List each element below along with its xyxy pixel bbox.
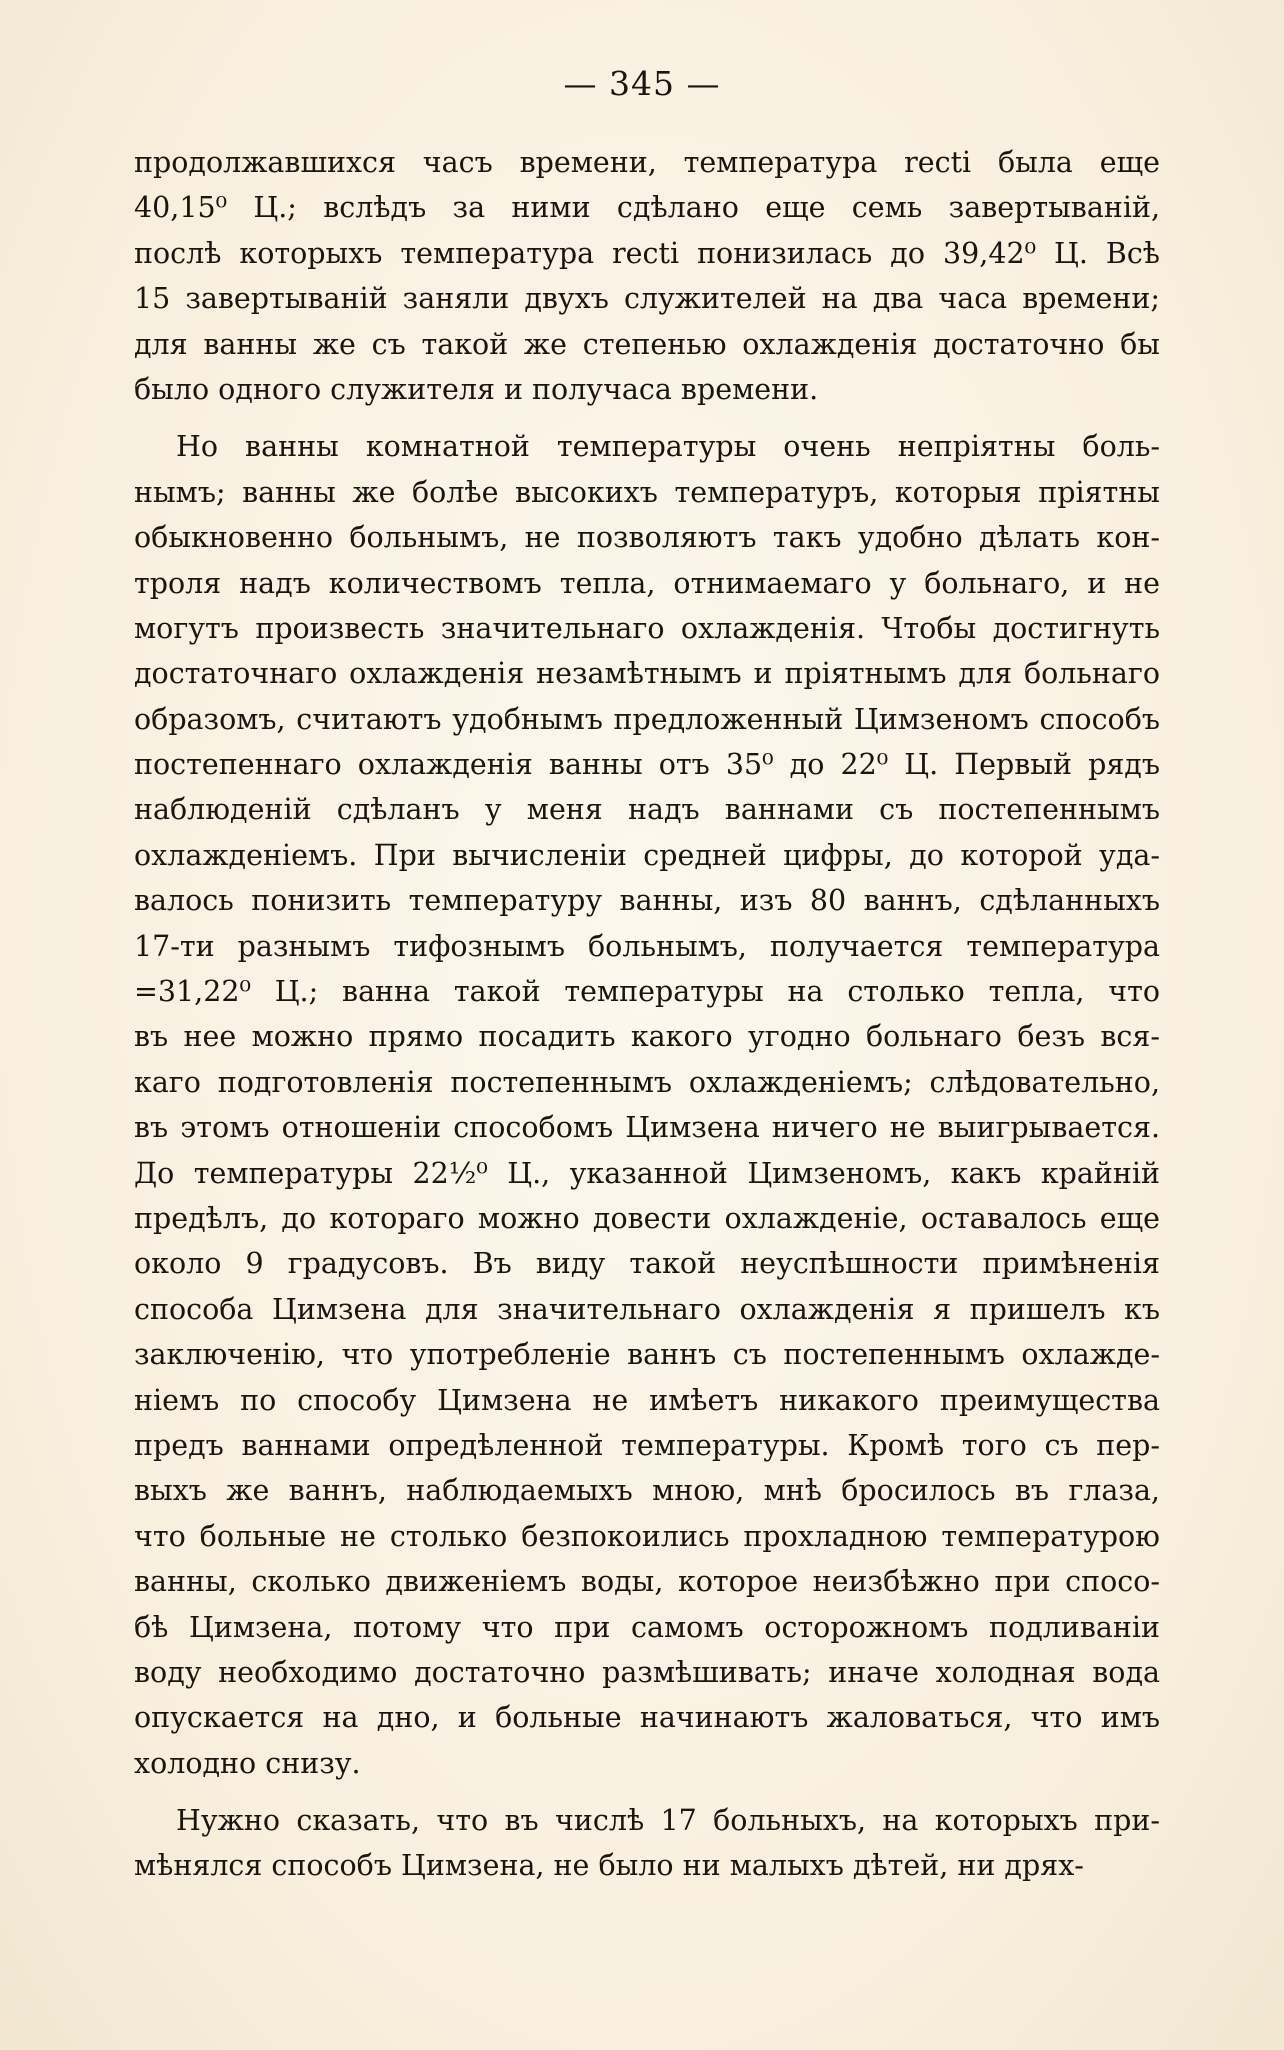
text-line: До температуры 22½⁰ Ц., указанной Цимзеномъ, какъ крайній <box>134 1156 1160 1190</box>
text-line: бѣ Цимзена, потому что при самомъ осторожномъ подливаніи <box>134 1610 1160 1644</box>
text-line: мѣнялся способъ Цимзена, не было ни малыхъ дѣтей, ни дрях- <box>134 1849 1084 1883</box>
paragraph-gap <box>134 1786 1160 1798</box>
page-number: — 345 — <box>563 64 721 103</box>
text-line: что больные не столько безпокоились прохладною температурою <box>134 1519 1160 1553</box>
text-line: ніемъ по способу Цимзена не имѣетъ никакого преимущества <box>134 1383 1160 1417</box>
paragraph-gap <box>134 412 1160 424</box>
text-line: могутъ произвесть значительнаго охлажденія. Чтобы достигнуть <box>134 611 1160 645</box>
text-line: воду необходимо достаточно размѣшивать; иначе холодная вода <box>134 1655 1160 1689</box>
text-line: ванны, сколько движеніемъ воды, которое неизбѣжно при спосо- <box>134 1565 1160 1599</box>
text-line: 40,15⁰ Ц.; вслѣдъ за ними сдѣлано еще семь завертываній, <box>134 191 1160 225</box>
body-text <box>134 140 1160 1889</box>
text-line: валось понизить температуру ванны, изъ 80 ваннъ, сдѣланныхъ <box>134 884 1160 918</box>
paragraph <box>134 424 1160 1786</box>
text-line: наблюденій сдѣланъ у меня надъ ваннами съ постепеннымъ <box>134 793 1160 827</box>
text-line: было одного служителя и получаса времени. <box>134 372 819 406</box>
text-line: въ нее можно прямо посадить какого угодно больнаго безъ вся- <box>134 1020 1160 1054</box>
text-line: 15 завертываній заняли двухъ служителей на два часа времени; <box>134 282 1160 316</box>
text-line: выхъ же ваннъ, наблюдаемыхъ мною, мнѣ бросилось въ глаза, <box>134 1474 1160 1508</box>
text-line: заключенію, что употребленіе ваннъ съ постепеннымъ охлажде- <box>134 1338 1160 1372</box>
text-line: предъ ваннами опредѣленной температуры. Кромѣ того съ пер- <box>134 1428 1160 1462</box>
text-line: охлажденіемъ. При вычисленіи средней цифры, до которой уда- <box>134 838 1160 872</box>
text-line: продолжавшихся часъ времени, температура recti была еще <box>134 146 1160 179</box>
text-line: около 9 градусовъ. Въ виду такой неуспѣшности примѣненія <box>134 1247 1160 1281</box>
text-line: достаточнаго охлажденія незамѣтнымъ и пріятнымъ для больнаго <box>134 657 1160 691</box>
paragraph <box>134 140 1160 412</box>
text-line: въ этомъ отношеніи способомъ Цимзена ничего не выигрывается. <box>134 1111 1160 1145</box>
text-line: способа Цимзена для значительнаго охлажденія я пришелъ къ <box>134 1292 1160 1326</box>
text-line: Нужно сказать, что въ числѣ 17 больныхъ, на которыхъ при- <box>176 1804 1160 1838</box>
paragraph <box>134 1798 1160 1889</box>
text-line: троля надъ количествомъ тепла, отнимаемаго у больнаго, и не <box>134 566 1160 600</box>
text-line: образомъ, считаютъ удобнымъ предложенный Цимзеномъ способъ <box>134 702 1160 736</box>
text-line: для ванны же съ такой же степенью охлажденія достаточно бы <box>134 327 1160 361</box>
text-line: опускается на дно, и больные начинаютъ жаловаться, что имъ <box>134 1701 1160 1735</box>
text-line: 17-ти разнымъ тифознымъ больнымъ, получается температура <box>134 929 1160 963</box>
text-line: обыкновенно больнымъ, не позволяютъ такъ удобно дѣлать кон- <box>134 521 1160 555</box>
text-line: нымъ; ванны же болѣе высокихъ температуръ, которыя пріятны <box>134 475 1160 509</box>
text-line: холодно снизу. <box>134 1746 361 1780</box>
text-line: предѣлъ, до котораго можно довести охлажденіе, оставалось еще <box>134 1201 1160 1235</box>
text-line: Но ванны комнатной температуры очень непріятны боль- <box>176 430 1160 464</box>
text-line: послѣ которыхъ температура recti понизилась до 39,42⁰ Ц. Всѣ <box>134 236 1160 270</box>
text-line: постепеннаго охлажденія ванны отъ 35⁰ до 22⁰ Ц. Первый рядъ <box>134 748 1160 782</box>
text-line: =31,22⁰ Ц.; ванна такой температуры на столько тепла, что <box>134 975 1160 1009</box>
text-line: каго подготовленія постепеннымъ охлажденіемъ; слѣдовательно, <box>134 1065 1160 1099</box>
